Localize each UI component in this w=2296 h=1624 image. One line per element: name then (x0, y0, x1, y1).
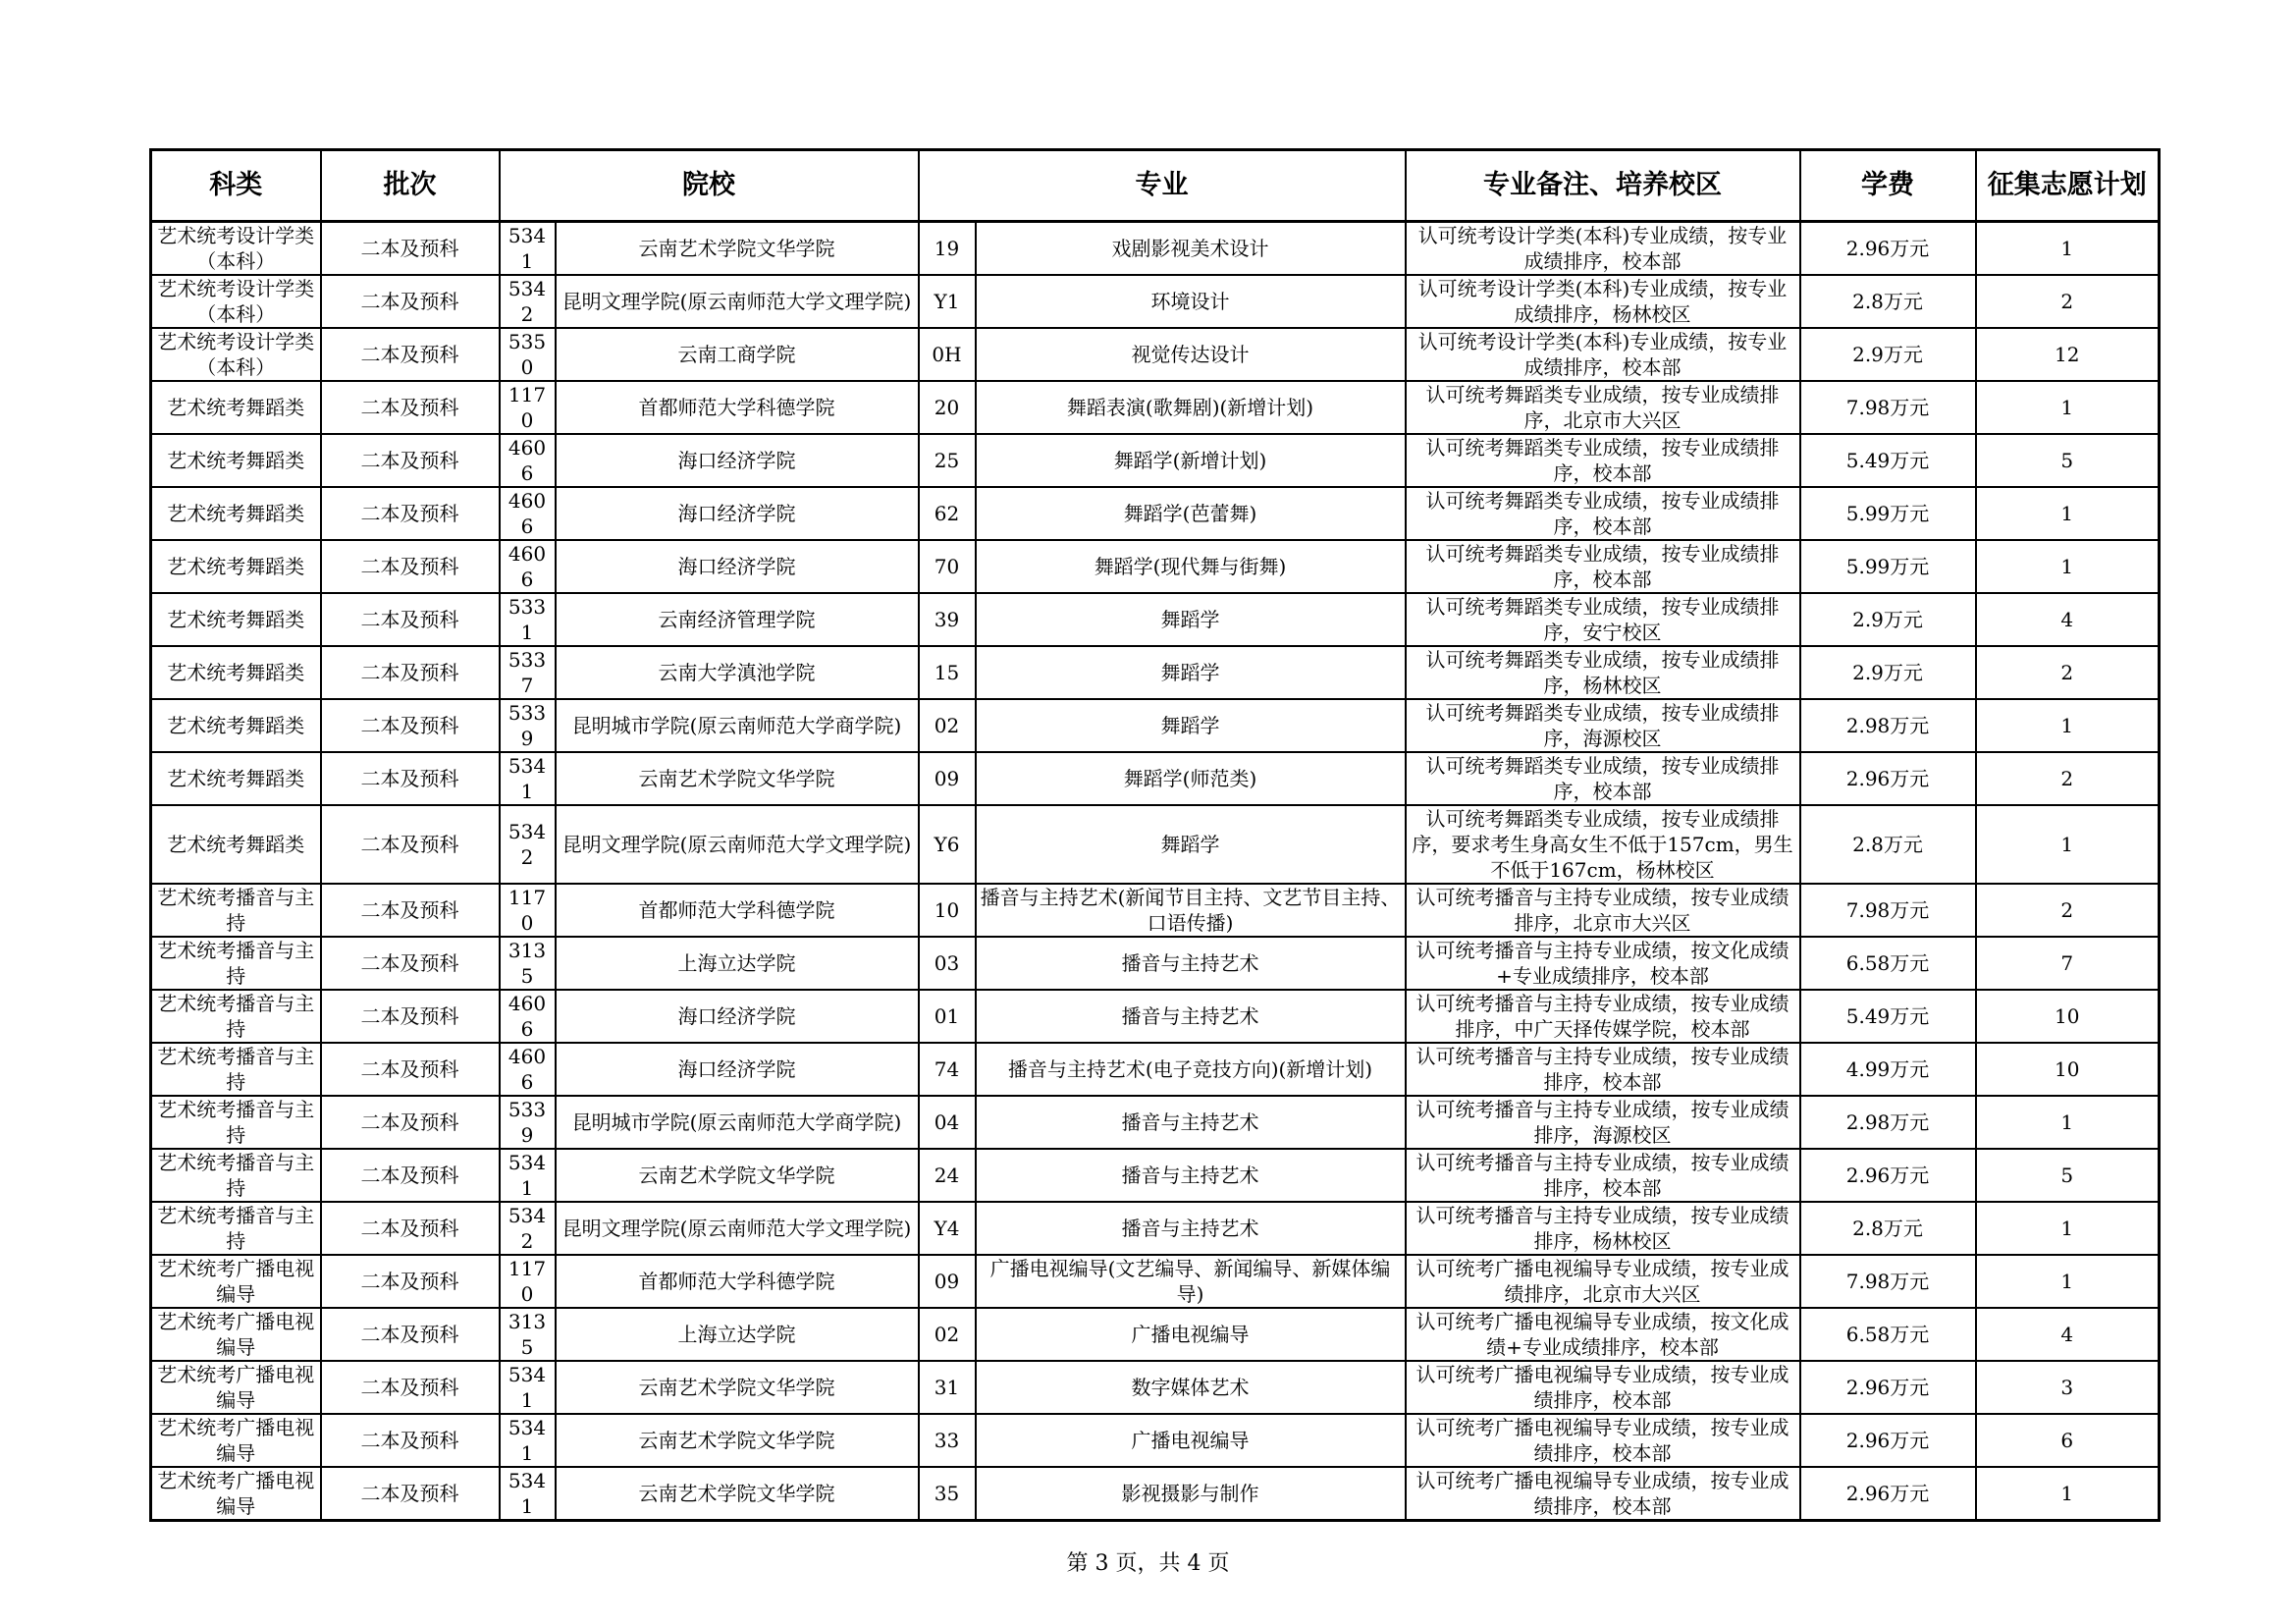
cell-fee: 5.99万元 (1800, 487, 1976, 540)
cell-category: 艺术统考广播电视编导 (151, 1414, 321, 1467)
table-body (151, 222, 2160, 1521)
cell-school-code: 5342 (500, 275, 556, 328)
cell-school-code: 5331 (500, 593, 556, 646)
cell-batch: 二本及预科 (321, 487, 500, 540)
cell-major: 播音与主持艺术(电子竞技方向)(新增计划) (976, 1043, 1406, 1096)
cell-school-code: 4606 (500, 487, 556, 540)
cell-batch: 二本及预科 (321, 381, 500, 434)
cell-fee: 2.8万元 (1800, 275, 1976, 328)
table-row (151, 222, 2160, 276)
cell-school: 上海立达学院 (556, 937, 919, 990)
header-plan: 征集志愿计划 (1976, 150, 2160, 222)
cell-school: 海口经济学院 (556, 990, 919, 1043)
cell-major-code: 04 (919, 1096, 976, 1149)
cell-school: 云南艺术学院文华学院 (556, 1467, 919, 1521)
cell-note: 认可统考设计学类(本科)专业成绩，按专业成绩排序，校本部 (1406, 222, 1800, 276)
table-row (151, 699, 2160, 752)
cell-school-code: 3135 (500, 937, 556, 990)
cell-school: 首都师范大学科德学院 (556, 884, 919, 937)
cell-major-code: 74 (919, 1043, 976, 1096)
cell-plan: 1 (1976, 1467, 2160, 1521)
cell-plan: 1 (1976, 381, 2160, 434)
cell-school-code: 5341 (500, 1414, 556, 1467)
cell-major-code: 03 (919, 937, 976, 990)
cell-batch: 二本及预科 (321, 434, 500, 487)
admission-plan-table (149, 148, 2161, 1522)
cell-batch: 二本及预科 (321, 540, 500, 593)
table-row (151, 752, 2160, 805)
cell-fee: 6.58万元 (1800, 1308, 1976, 1361)
table-row (151, 805, 2160, 884)
cell-fee: 7.98万元 (1800, 1255, 1976, 1308)
cell-category: 艺术统考舞蹈类 (151, 805, 321, 884)
cell-major-code: 24 (919, 1149, 976, 1202)
cell-major-code: 31 (919, 1361, 976, 1414)
cell-school-code: 5341 (500, 1361, 556, 1414)
cell-plan: 6 (1976, 1414, 2160, 1467)
table-header-row (151, 150, 2160, 222)
cell-category: 艺术统考舞蹈类 (151, 540, 321, 593)
cell-note: 认可统考舞蹈类专业成绩，按专业成绩排序，安宁校区 (1406, 593, 1800, 646)
cell-batch: 二本及预科 (321, 1308, 500, 1361)
cell-school-code: 5341 (500, 752, 556, 805)
table-row (151, 937, 2160, 990)
cell-plan: 2 (1976, 275, 2160, 328)
cell-major-code: 0H (919, 328, 976, 381)
cell-school-code: 5339 (500, 1096, 556, 1149)
cell-category: 艺术统考播音与主持 (151, 1096, 321, 1149)
cell-note: 认可统考舞蹈类专业成绩，按专业成绩排序，校本部 (1406, 540, 1800, 593)
cell-school: 昆明文理学院(原云南师范大学文理学院) (556, 805, 919, 884)
table-row (151, 381, 2160, 434)
cell-school: 海口经济学院 (556, 487, 919, 540)
cell-plan: 1 (1976, 1255, 2160, 1308)
cell-plan: 2 (1976, 752, 2160, 805)
cell-major-code: 02 (919, 1308, 976, 1361)
cell-major-code: 70 (919, 540, 976, 593)
cell-major-code: 20 (919, 381, 976, 434)
cell-plan: 1 (1976, 1202, 2160, 1255)
cell-batch: 二本及预科 (321, 699, 500, 752)
cell-fee: 2.9万元 (1800, 646, 1976, 699)
cell-school-code: 4606 (500, 434, 556, 487)
cell-category: 艺术统考广播电视编导 (151, 1308, 321, 1361)
cell-school: 海口经济学院 (556, 434, 919, 487)
table-row (151, 1255, 2160, 1308)
table-row (151, 646, 2160, 699)
cell-fee: 5.99万元 (1800, 540, 1976, 593)
cell-batch: 二本及预科 (321, 1255, 500, 1308)
cell-plan: 1 (1976, 540, 2160, 593)
cell-school: 昆明城市学院(原云南师范大学商学院) (556, 1096, 919, 1149)
cell-plan: 2 (1976, 884, 2160, 937)
cell-fee: 7.98万元 (1800, 884, 1976, 937)
table-row (151, 275, 2160, 328)
cell-plan: 3 (1976, 1361, 2160, 1414)
cell-major-code: 09 (919, 1255, 976, 1308)
cell-major: 舞蹈学 (976, 646, 1406, 699)
cell-batch: 二本及预科 (321, 275, 500, 328)
cell-note: 认可统考舞蹈类专业成绩，按专业成绩排序，杨林校区 (1406, 646, 1800, 699)
cell-note: 认可统考播音与主持专业成绩，按专业成绩排序，校本部 (1406, 1149, 1800, 1202)
cell-school-code: 1170 (500, 1255, 556, 1308)
cell-major-code: Y6 (919, 805, 976, 884)
cell-school: 云南艺术学院文华学院 (556, 1361, 919, 1414)
cell-major: 舞蹈学 (976, 805, 1406, 884)
table-row (151, 593, 2160, 646)
table-row (151, 1149, 2160, 1202)
cell-category: 艺术统考舞蹈类 (151, 381, 321, 434)
cell-category: 艺术统考设计学类（本科） (151, 222, 321, 276)
cell-major-code: 01 (919, 990, 976, 1043)
cell-plan: 1 (1976, 222, 2160, 276)
cell-plan: 5 (1976, 434, 2160, 487)
cell-school-code: 5341 (500, 222, 556, 276)
cell-note: 认可统考舞蹈类专业成绩，按专业成绩排序，海源校区 (1406, 699, 1800, 752)
header-batch: 批次 (321, 150, 500, 222)
cell-fee: 5.49万元 (1800, 990, 1976, 1043)
cell-plan: 12 (1976, 328, 2160, 381)
cell-plan: 4 (1976, 1308, 2160, 1361)
cell-batch: 二本及预科 (321, 805, 500, 884)
cell-note: 认可统考舞蹈类专业成绩，按专业成绩排序，校本部 (1406, 752, 1800, 805)
cell-batch: 二本及预科 (321, 884, 500, 937)
cell-major: 舞蹈表演(歌舞剧)(新增计划) (976, 381, 1406, 434)
cell-major-code: 62 (919, 487, 976, 540)
cell-major-code: 19 (919, 222, 976, 276)
cell-plan: 10 (1976, 990, 2160, 1043)
cell-category: 艺术统考舞蹈类 (151, 699, 321, 752)
cell-note: 认可统考广播电视编导专业成绩，按专业成绩排序，校本部 (1406, 1467, 1800, 1521)
cell-batch: 二本及预科 (321, 328, 500, 381)
cell-major-code: Y1 (919, 275, 976, 328)
table-row (151, 1202, 2160, 1255)
cell-category: 艺术统考设计学类（本科） (151, 328, 321, 381)
cell-major: 广播电视编导(文艺编导、新闻编导、新媒体编导) (976, 1255, 1406, 1308)
cell-batch: 二本及预科 (321, 752, 500, 805)
cell-plan: 2 (1976, 646, 2160, 699)
cell-major: 数字媒体艺术 (976, 1361, 1406, 1414)
cell-note: 认可统考舞蹈类专业成绩，按专业成绩排序，要求考生身高女生不低于157cm，男生不低于167cm，杨林校区 (1406, 805, 1800, 884)
cell-batch: 二本及预科 (321, 937, 500, 990)
cell-major: 广播电视编导 (976, 1308, 1406, 1361)
cell-major: 影视摄影与制作 (976, 1467, 1406, 1521)
cell-school-code: 5342 (500, 805, 556, 884)
cell-fee: 2.8万元 (1800, 805, 1976, 884)
cell-school-code: 4606 (500, 540, 556, 593)
cell-batch: 二本及预科 (321, 646, 500, 699)
cell-fee: 6.58万元 (1800, 937, 1976, 990)
cell-fee: 2.98万元 (1800, 1096, 1976, 1149)
cell-category: 艺术统考广播电视编导 (151, 1467, 321, 1521)
table-row (151, 884, 2160, 937)
table-row (151, 990, 2160, 1043)
cell-major: 舞蹈学(新增计划) (976, 434, 1406, 487)
cell-note: 认可统考舞蹈类专业成绩，按专业成绩排序，北京市大兴区 (1406, 381, 1800, 434)
cell-school: 昆明文理学院(原云南师范大学文理学院) (556, 275, 919, 328)
cell-fee: 2.96万元 (1800, 1361, 1976, 1414)
cell-note: 认可统考播音与主持专业成绩，按专业成绩排序，杨林校区 (1406, 1202, 1800, 1255)
cell-major: 环境设计 (976, 275, 1406, 328)
header-school: 院校 (500, 150, 919, 222)
cell-fee: 2.96万元 (1800, 752, 1976, 805)
cell-category: 艺术统考舞蹈类 (151, 646, 321, 699)
cell-fee: 2.96万元 (1800, 1467, 1976, 1521)
cell-category: 艺术统考播音与主持 (151, 1202, 321, 1255)
cell-major: 视觉传达设计 (976, 328, 1406, 381)
cell-major-code: 39 (919, 593, 976, 646)
cell-category: 艺术统考舞蹈类 (151, 487, 321, 540)
cell-major-code: 09 (919, 752, 976, 805)
cell-category: 艺术统考播音与主持 (151, 990, 321, 1043)
cell-batch: 二本及预科 (321, 593, 500, 646)
cell-major: 舞蹈学(芭蕾舞) (976, 487, 1406, 540)
cell-plan: 10 (1976, 1043, 2160, 1096)
cell-major: 播音与主持艺术 (976, 990, 1406, 1043)
cell-major: 播音与主持艺术 (976, 1096, 1406, 1149)
cell-fee: 7.98万元 (1800, 381, 1976, 434)
cell-category: 艺术统考广播电视编导 (151, 1255, 321, 1308)
table-row (151, 1414, 2160, 1467)
cell-note: 认可统考播音与主持专业成绩，按专业成绩排序，校本部 (1406, 1043, 1800, 1096)
cell-school: 云南工商学院 (556, 328, 919, 381)
cell-school: 云南经济管理学院 (556, 593, 919, 646)
cell-category: 艺术统考设计学类（本科） (151, 275, 321, 328)
cell-plan: 4 (1976, 593, 2160, 646)
cell-major: 舞蹈学 (976, 593, 1406, 646)
cell-school: 昆明城市学院(原云南师范大学商学院) (556, 699, 919, 752)
cell-fee: 2.98万元 (1800, 699, 1976, 752)
cell-batch: 二本及预科 (321, 222, 500, 276)
cell-note: 认可统考播音与主持专业成绩，按专业成绩排序，北京市大兴区 (1406, 884, 1800, 937)
cell-major-code: Y4 (919, 1202, 976, 1255)
cell-school: 昆明文理学院(原云南师范大学文理学院) (556, 1202, 919, 1255)
cell-category: 艺术统考广播电视编导 (151, 1361, 321, 1414)
cell-batch: 二本及预科 (321, 1361, 500, 1414)
cell-batch: 二本及预科 (321, 1149, 500, 1202)
cell-school-code: 5350 (500, 328, 556, 381)
cell-category: 艺术统考播音与主持 (151, 884, 321, 937)
cell-major-code: 33 (919, 1414, 976, 1467)
cell-school: 海口经济学院 (556, 540, 919, 593)
cell-category: 艺术统考播音与主持 (151, 937, 321, 990)
cell-batch: 二本及预科 (321, 1414, 500, 1467)
table-row (151, 1308, 2160, 1361)
cell-major-code: 10 (919, 884, 976, 937)
table-row (151, 328, 2160, 381)
cell-major: 戏剧影视美术设计 (976, 222, 1406, 276)
cell-major-code: 25 (919, 434, 976, 487)
cell-note: 认可统考舞蹈类专业成绩，按专业成绩排序，校本部 (1406, 434, 1800, 487)
cell-note: 认可统考广播电视编导专业成绩，按专业成绩排序，北京市大兴区 (1406, 1255, 1800, 1308)
table-row (151, 1467, 2160, 1521)
cell-category: 艺术统考舞蹈类 (151, 752, 321, 805)
cell-batch: 二本及预科 (321, 1096, 500, 1149)
cell-major: 播音与主持艺术 (976, 1202, 1406, 1255)
page-number: 第 3 页，共 4 页 (1066, 1551, 1230, 1576)
cell-school: 云南艺术学院文华学院 (556, 222, 919, 276)
cell-major: 广播电视编导 (976, 1414, 1406, 1467)
cell-fee: 2.9万元 (1800, 328, 1976, 381)
cell-fee: 2.8万元 (1800, 1202, 1976, 1255)
cell-school: 海口经济学院 (556, 1043, 919, 1096)
cell-major: 播音与主持艺术 (976, 1149, 1406, 1202)
cell-major: 播音与主持艺术(新闻节目主持、文艺节目主持、口语传播) (976, 884, 1406, 937)
cell-batch: 二本及预科 (321, 990, 500, 1043)
cell-plan: 1 (1976, 699, 2160, 752)
cell-major-code: 35 (919, 1467, 976, 1521)
cell-batch: 二本及预科 (321, 1202, 500, 1255)
table-row (151, 540, 2160, 593)
cell-school-code: 4606 (500, 990, 556, 1043)
cell-category: 艺术统考播音与主持 (151, 1149, 321, 1202)
cell-batch: 二本及预科 (321, 1467, 500, 1521)
cell-fee: 4.99万元 (1800, 1043, 1976, 1096)
cell-plan: 5 (1976, 1149, 2160, 1202)
table-row (151, 1043, 2160, 1096)
header-category: 科类 (151, 150, 321, 222)
cell-note: 认可统考播音与主持专业成绩，按文化成绩+专业成绩排序，校本部 (1406, 937, 1800, 990)
cell-plan: 7 (1976, 937, 2160, 990)
cell-note: 认可统考设计学类(本科)专业成绩，按专业成绩排序，杨林校区 (1406, 275, 1800, 328)
cell-category: 艺术统考舞蹈类 (151, 593, 321, 646)
cell-school-code: 1170 (500, 381, 556, 434)
cell-school-code: 5337 (500, 646, 556, 699)
cell-school: 云南艺术学院文华学院 (556, 1149, 919, 1202)
cell-batch: 二本及预科 (321, 1043, 500, 1096)
cell-school-code: 5341 (500, 1467, 556, 1521)
cell-school: 上海立达学院 (556, 1308, 919, 1361)
cell-school-code: 3135 (500, 1308, 556, 1361)
cell-fee: 2.96万元 (1800, 1414, 1976, 1467)
cell-fee: 2.96万元 (1800, 222, 1976, 276)
cell-category: 艺术统考舞蹈类 (151, 434, 321, 487)
cell-major: 舞蹈学(现代舞与街舞) (976, 540, 1406, 593)
cell-plan: 1 (1976, 805, 2160, 884)
table-row (151, 434, 2160, 487)
cell-school-code: 5341 (500, 1149, 556, 1202)
cell-major: 舞蹈学(师范类) (976, 752, 1406, 805)
cell-school: 云南大学滇池学院 (556, 646, 919, 699)
cell-note: 认可统考广播电视编导专业成绩，按文化成绩+专业成绩排序，校本部 (1406, 1308, 1800, 1361)
cell-category: 艺术统考播音与主持 (151, 1043, 321, 1096)
table-row (151, 1096, 2160, 1149)
cell-note: 认可统考广播电视编导专业成绩，按专业成绩排序，校本部 (1406, 1361, 1800, 1414)
cell-note: 认可统考设计学类(本科)专业成绩，按专业成绩排序，校本部 (1406, 328, 1800, 381)
cell-school: 云南艺术学院文华学院 (556, 752, 919, 805)
cell-school-code: 5339 (500, 699, 556, 752)
header-note: 专业备注、培养校区 (1406, 150, 1800, 222)
cell-major: 播音与主持艺术 (976, 937, 1406, 990)
cell-plan: 1 (1976, 1096, 2160, 1149)
table-row (151, 1361, 2160, 1414)
cell-note: 认可统考播音与主持专业成绩，按专业成绩排序，中广天择传媒学院，校本部 (1406, 990, 1800, 1043)
cell-school: 首都师范大学科德学院 (556, 381, 919, 434)
header-fee: 学费 (1800, 150, 1976, 222)
cell-major-code: 15 (919, 646, 976, 699)
cell-school-code: 1170 (500, 884, 556, 937)
cell-fee: 2.9万元 (1800, 593, 1976, 646)
cell-fee: 5.49万元 (1800, 434, 1976, 487)
cell-major: 舞蹈学 (976, 699, 1406, 752)
cell-school: 云南艺术学院文华学院 (556, 1414, 919, 1467)
cell-note: 认可统考播音与主持专业成绩，按专业成绩排序，海源校区 (1406, 1096, 1800, 1149)
cell-fee: 2.96万元 (1800, 1149, 1976, 1202)
cell-school-code: 4606 (500, 1043, 556, 1096)
cell-school-code: 5342 (500, 1202, 556, 1255)
cell-plan: 1 (1976, 487, 2160, 540)
cell-note: 认可统考舞蹈类专业成绩，按专业成绩排序，校本部 (1406, 487, 1800, 540)
cell-school: 首都师范大学科德学院 (556, 1255, 919, 1308)
cell-note: 认可统考广播电视编导专业成绩，按专业成绩排序，校本部 (1406, 1414, 1800, 1467)
table-row (151, 487, 2160, 540)
header-major: 专业 (919, 150, 1406, 222)
cell-major-code: 02 (919, 699, 976, 752)
